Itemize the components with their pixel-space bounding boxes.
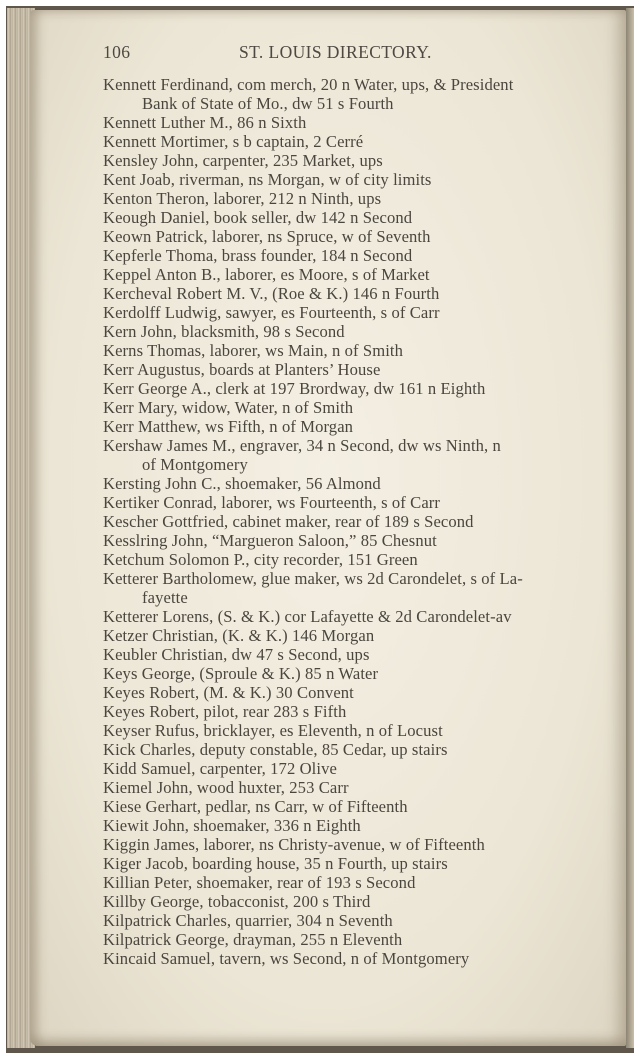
directory-entry — [103, 531, 618, 550]
directory-entry — [103, 626, 618, 645]
entry-line: Kenton Theron, laborer, 212 n Ninth, ups — [103, 189, 382, 208]
entry-line: Ketterer Lorens, (S. & K.) cor Lafayette & 2d Carondelet-av — [103, 607, 512, 626]
entry-line: Kerr Matthew, ws Fifth, n of Morgan — [103, 417, 354, 436]
directory-entry — [103, 550, 618, 569]
entry-line: Keyser Rufus, bricklayer, es Eleventh, n of Locust — [103, 721, 443, 740]
entry-line: Ketterer Bartholomew, glue maker, ws 2d Carondelet, s of La- — [103, 569, 523, 588]
entry-line: Kern John, blacksmith, 98 s Second — [103, 322, 345, 341]
page-number: 106 — [103, 42, 131, 62]
entry-line: Kennett Luther M., 86 n Sixth — [103, 113, 307, 132]
directory-entry — [103, 645, 618, 664]
page-title: ST. LOUIS DIRECTORY. — [239, 42, 432, 62]
entry-line: Kershaw James M., engraver, 34 n Second, dw ws Ninth, n — [103, 436, 501, 455]
entry-line: Kincaid Samuel, tavern, ws Second, n of Montgomery — [103, 949, 470, 968]
directory-entry — [103, 360, 618, 379]
directory-entry — [103, 702, 618, 721]
directory-entry — [103, 417, 618, 436]
entry-line: Kercheval Robert M. V., (Roe & K.) 146 n Fourth — [103, 284, 440, 303]
directory-entry — [103, 911, 618, 930]
directory-entry — [103, 132, 618, 151]
entry-line: Kiese Gerhart, pedlar, ns Carr, w of Fifteenth — [103, 797, 408, 816]
directory-entry — [103, 113, 618, 132]
entry-line: Kerns Thomas, laborer, ws Main, n of Smith — [103, 341, 404, 360]
entry-line: Ketzer Christian, (K. & K.) 146 Morgan — [103, 626, 375, 645]
directory-entry — [103, 816, 618, 835]
entry-line: Ketchum Solomon P., city recorder, 151 Green — [103, 550, 418, 569]
entry-line: Keubler Christian, dw 47 s Second, ups — [103, 645, 370, 664]
entry-line: Kennett Ferdinand, com merch, 20 n Water, ups, & President — [103, 75, 514, 94]
entry-line: Kiggin James, laborer, ns Christy-avenue, w of Fifteenth — [103, 835, 485, 854]
entry-continuation-line: fayette — [142, 588, 188, 607]
entry-line: Kerdolff Ludwig, sawyer, es Fourteenth, s of Carr — [103, 303, 440, 322]
directory-entry — [103, 379, 618, 398]
directory-entry — [103, 721, 618, 740]
directory-entry — [103, 436, 618, 474]
directory-entry — [103, 265, 618, 284]
entry-line: Keyes Robert, pilot, rear 283 s Fifth — [103, 702, 347, 721]
directory-entry — [103, 835, 618, 854]
directory-entry — [103, 664, 618, 683]
directory-entry — [103, 303, 618, 322]
entry-line: Kiemel John, wood huxter, 253 Carr — [103, 778, 349, 797]
directory-entry — [103, 322, 618, 341]
entry-line: Kiger Jacob, boarding house, 35 n Fourth, up stairs — [103, 854, 448, 873]
entry-line: Keough Daniel, book seller, dw 142 n Second — [103, 208, 413, 227]
entry-line: Kerr Mary, widow, Water, n of Smith — [103, 398, 354, 417]
directory-entry — [103, 759, 618, 778]
entry-line: Kensley John, carpenter, 235 Market, ups — [103, 151, 383, 170]
directory-entry — [103, 778, 618, 797]
entry-line: Kidd Samuel, carpenter, 172 Olive — [103, 759, 337, 778]
entry-line: Kescher Gottfried, cabinet maker, rear of 189 s Second — [103, 512, 474, 531]
entry-line: Kepferle Thoma, brass founder, 184 n Second — [103, 246, 413, 265]
directory-entry — [103, 151, 618, 170]
entry-line: Kick Charles, deputy constable, 85 Cedar, up stairs — [103, 740, 448, 759]
directory-entry — [103, 474, 618, 493]
entry-line: Keys George, (Sproule & K.) 85 n Water — [103, 664, 379, 683]
directory-entry — [103, 569, 618, 607]
directory-entry — [103, 930, 618, 949]
entry-line: Kersting John C., shoemaker, 56 Almond — [103, 474, 381, 493]
entry-line: Kilpatrick Charles, quarrier, 304 n Seventh — [103, 911, 393, 930]
entry-line: Kerr Augustus, boards at Planters’ House — [103, 360, 381, 379]
directory-entry — [103, 398, 618, 417]
entry-line: Kilpatrick George, drayman, 255 n Eleventh — [103, 930, 403, 949]
entry-line: Keppel Anton B., laborer, es Moore, s of Market — [103, 265, 430, 284]
entry-line: Kesslring John, “Margueron Saloon,” 85 Chesnut — [103, 531, 437, 550]
running-header — [103, 42, 603, 64]
directory-entry — [103, 740, 618, 759]
book-right-edge — [626, 8, 634, 1048]
directory-entry — [103, 227, 618, 246]
entry-line: Killian Peter, shoemaker, rear of 193 s Second — [103, 873, 416, 892]
directory-entry — [103, 873, 618, 892]
entry-continuation-line: Bank of State of Mo., dw 51 s Fourth — [142, 94, 394, 113]
entry-line: Keown Patrick, laborer, ns Spruce, w of Seventh — [103, 227, 431, 246]
directory-entries — [103, 75, 618, 968]
directory-entry — [103, 797, 618, 816]
directory-entry — [103, 246, 618, 265]
entry-line: Killby George, tobacconist, 200 s Third — [103, 892, 371, 911]
directory-entry — [103, 892, 618, 911]
directory-entry — [103, 208, 618, 227]
directory-entry — [103, 607, 618, 626]
directory-entry — [103, 170, 618, 189]
directory-entry — [103, 341, 618, 360]
directory-entry — [103, 493, 618, 512]
directory-entry — [103, 75, 618, 113]
directory-entry — [103, 683, 618, 702]
entry-line: Kerr George A., clerk at 197 Brordway, dw 161 n Eighth — [103, 379, 486, 398]
directory-entry — [103, 854, 618, 873]
directory-entry — [103, 949, 618, 968]
entry-line: Kertiker Conrad, laborer, ws Fourteenth, s of Carr — [103, 493, 441, 512]
entry-line: Kennett Mortimer, s b captain, 2 Cerré — [103, 132, 364, 151]
entry-line: Keyes Robert, (M. & K.) 30 Convent — [103, 683, 354, 702]
directory-entry — [103, 284, 618, 303]
directory-entry — [103, 512, 618, 531]
directory-entry — [103, 189, 618, 208]
entry-continuation-line: of Montgomery — [142, 455, 248, 474]
entry-line: Kent Joab, riverman, ns Morgan, w of city limits — [103, 170, 432, 189]
entry-line: Kiewit John, shoemaker, 336 n Eighth — [103, 816, 361, 835]
